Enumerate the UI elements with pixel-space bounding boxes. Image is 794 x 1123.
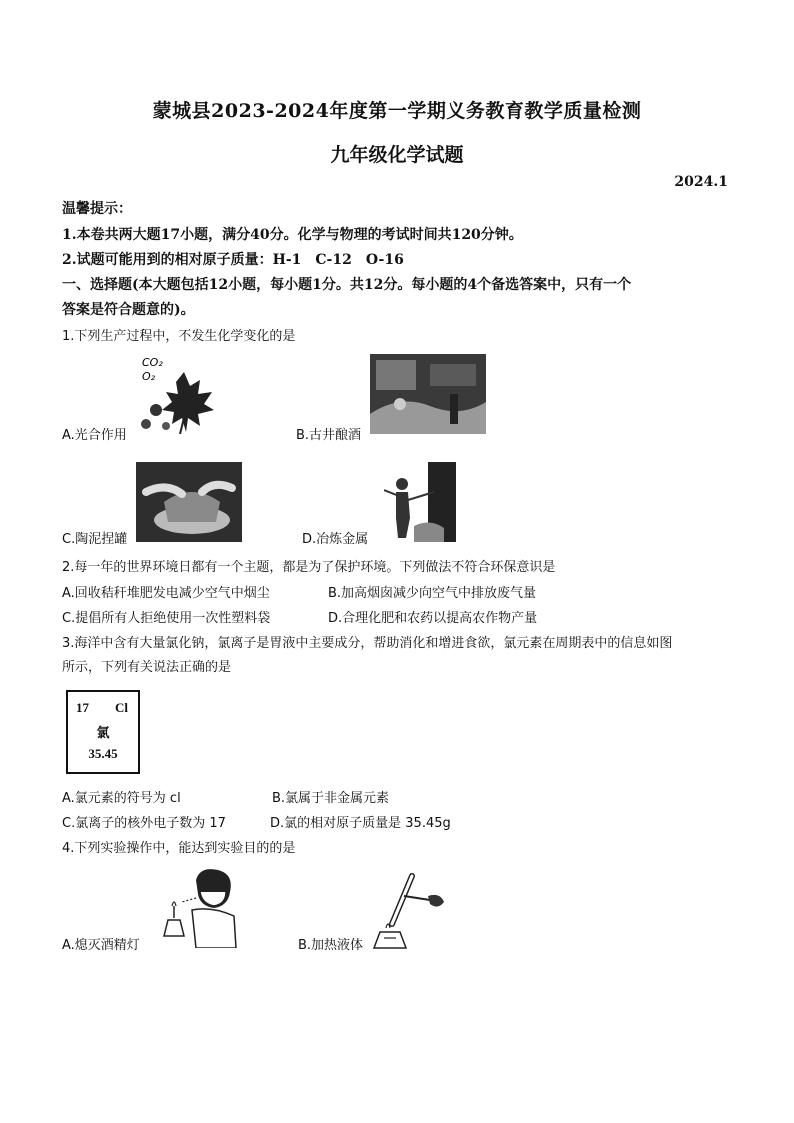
q4-option-a: A.熄灭酒精灯 xyxy=(62,938,140,953)
photosynthesis-image xyxy=(136,352,220,434)
q3-option-a: A.氯元素的符号为 cl xyxy=(62,791,181,806)
pottery-photo xyxy=(136,462,242,542)
exam-title: 蒙城县2023-2024年度第一学期义务教育教学质量检测 xyxy=(152,100,642,122)
q2-option-b: B.加高烟囱减少向空气中排放废气量 xyxy=(328,586,537,601)
q1-stem: 1.下列生产过程中，不发生化学变化的是 xyxy=(62,329,296,344)
q1-option-d: D.冶炼金属 xyxy=(302,532,369,547)
element-symbol: Cl xyxy=(115,700,128,715)
q2-option-a: A.回收秸秆堆肥发电减少空气中烟尘 xyxy=(62,586,270,601)
q2-option-c: C.提倡所有人拒绝使用一次性塑料袋 xyxy=(62,611,271,626)
q1-option-c: C.陶泥捏罐 xyxy=(62,532,128,547)
element-name: 氯 xyxy=(96,725,110,740)
q2-option-d: D.合理化肥和农药以提高农作物产量 xyxy=(328,611,538,626)
q1-option-a: A.光合作用 xyxy=(62,428,127,443)
heating-liquid-image xyxy=(368,870,452,950)
q3-option-c: C.氯离子的核外电子数为 17 xyxy=(62,816,226,831)
exam-subtitle: 九年级化学试题 xyxy=(330,144,464,166)
atomic-mass: 35.45 xyxy=(88,746,118,761)
chlorine-periodic-table-cell xyxy=(66,690,140,774)
q4-option-b: B.加热液体 xyxy=(298,938,364,953)
q3-option-b: B.氯属于非金属元素 xyxy=(272,791,390,806)
notes-heading: 温馨提示： xyxy=(62,201,132,217)
smelting-photo xyxy=(384,462,456,542)
q2-stem: 2.每一年的世界环境日都有一个主题，都是为了保护环境。下列做法不符合环保意识是 xyxy=(62,560,556,575)
q3-stem-line-1: 3.海洋中含有大量氯化钠，氯离子是胃液中主要成分，帮助消化和增进食欲，氯元素在周期表中的信息如图 xyxy=(62,636,673,651)
q1-option-b: B.古井酿酒 xyxy=(296,428,362,443)
exam-date: 2024.1 xyxy=(674,174,728,190)
notes-line-1: 1.本卷共两大题17小题，满分40分。化学与物理的考试时间共120分钟。 xyxy=(62,227,523,243)
o2-label: O₂ xyxy=(142,370,156,383)
atomic-number: 17 xyxy=(76,700,89,715)
winery-photo xyxy=(370,354,486,434)
section-1-intro-line-1: 一、选择题(本大题包括12小题，每小题1分。共12分。每小题的4个备选答案中，只有一个 xyxy=(62,277,632,293)
q3-stem-line-2: 所示，下列有关说法正确的是 xyxy=(62,660,232,675)
co2-label: CO₂ xyxy=(142,356,163,369)
extinguish-lamp-image xyxy=(156,866,240,948)
section-1-intro-line-2: 答案是符合题意的)。 xyxy=(62,302,195,318)
q4-stem: 4.下列实验操作中，能达到实验目的的是 xyxy=(62,841,296,856)
notes-line-2: 2.试题可能用到的相对原子质量：H-1 C-12 O-16 xyxy=(62,252,404,268)
q3-option-d: D.氯的相对原子质量是 35.45g xyxy=(270,816,451,831)
